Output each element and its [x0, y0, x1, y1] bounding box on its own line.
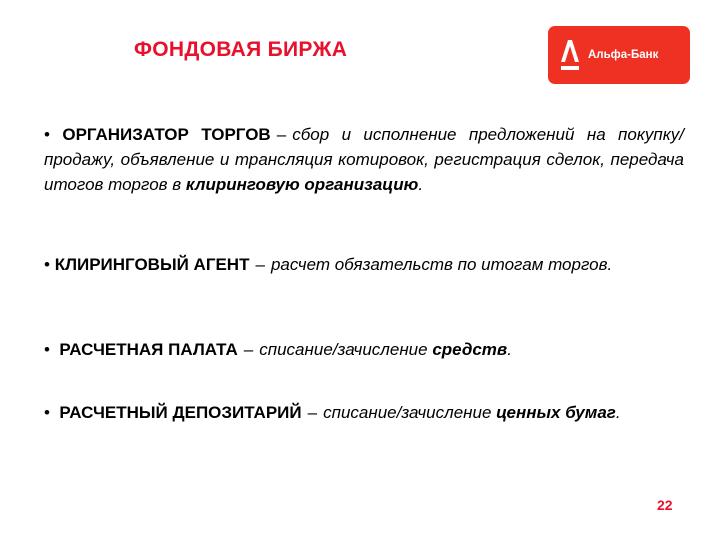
- term: РАСЧЕТНАЯ ПАЛАТА: [59, 340, 238, 359]
- definition: расчет обязательств по итогам торгов.: [270, 255, 613, 274]
- alfa-bank-logo: [548, 26, 690, 84]
- definition: списание/зачисление: [259, 340, 428, 359]
- end: .: [507, 340, 512, 359]
- list-item-settlement-house: [44, 337, 684, 362]
- emphasis: средств: [432, 340, 508, 359]
- dash: –: [307, 403, 318, 422]
- emphasis: клиринговую организацию: [185, 175, 419, 194]
- dash: –: [243, 340, 254, 359]
- term: ОРГАНИЗАТОР ТОРГОВ: [62, 125, 271, 144]
- bullet: •: [44, 125, 50, 144]
- end: .: [418, 175, 424, 194]
- term: КЛИРИНГОВЫЙ АГЕНТ: [54, 255, 250, 274]
- logo-text: Альфа-Банк: [588, 49, 659, 61]
- list-item-depository: [44, 400, 684, 425]
- dash: –: [276, 125, 287, 144]
- page-number: 22: [657, 497, 673, 513]
- bullet: •: [44, 340, 50, 359]
- bullet: •: [44, 403, 50, 422]
- bullet: •: [44, 255, 50, 274]
- end: .: [615, 403, 621, 422]
- definition: списание/зачисление: [323, 403, 492, 422]
- list-item-clearing-agent: [44, 252, 684, 277]
- dash: –: [255, 255, 265, 274]
- alfa-letter-a-icon: [559, 38, 581, 72]
- list-item-organizer: [44, 122, 684, 197]
- definition: сбор и исполнение предложений на покупку/продажу, объявление и трансляция котировок, регистрация сделок, передача итогов торгов в: [44, 125, 684, 194]
- term: РАСЧЕТНЫЙ ДЕПОЗИТАРИЙ: [59, 403, 302, 422]
- emphasis: ценных бумаг: [496, 403, 616, 422]
- slide-title: ФОНДОВАЯ БИРЖА: [134, 38, 348, 61]
